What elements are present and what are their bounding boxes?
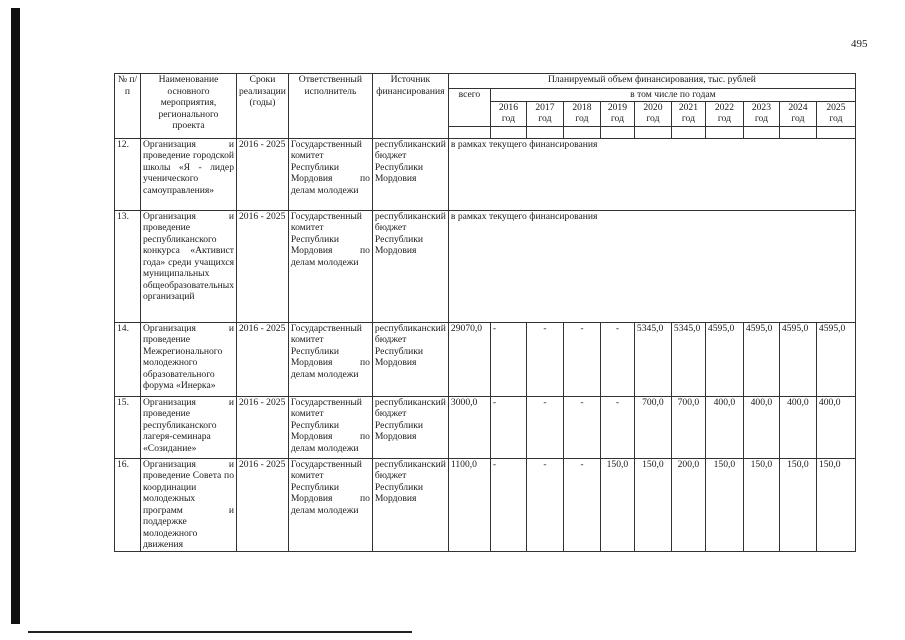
row-year-value: - [490,458,526,551]
row-terms: 2016 - 2025 [237,210,289,322]
financing-table [114,73,856,552]
header-year: 2018 год [563,101,600,126]
row-terms: 2016 - 2025 [237,396,289,458]
row-source: республиканский бюджет Республики Мордовия [372,210,448,322]
row-year-value: 200,0 [671,458,705,551]
header-year: 2017 год [526,101,563,126]
row-year-value: 4595,0 [743,322,779,396]
row-year-value: 400,0 [705,396,743,458]
row-executor: Государственный комитет Республики Мордовия по делам молодежи [288,210,372,322]
row-year-value: 400,0 [779,396,816,458]
row-source: республиканский бюджет Республики Мордовия [372,396,448,458]
row-source: республиканский бюджет Республики Мордовия [372,458,448,551]
row-year-value: - [600,322,634,396]
table-row [115,210,856,322]
header-year: 2025 год [816,101,855,126]
row-number: 12. [115,138,141,210]
header-source: Источник финансирования [372,74,448,139]
header-row-1 [115,74,856,89]
row-year-value: 150,0 [816,458,855,551]
row-number: 15. [115,396,141,458]
row-year-value: 5345,0 [671,322,705,396]
row-source: республиканский бюджет Республики Мордовия [372,322,448,396]
row-year-value: - [563,458,600,551]
row-year-value: 4595,0 [705,322,743,396]
row-year-value: 150,0 [743,458,779,551]
row-name: Организация и проведение республиканского лагеря-семинара «Созидание» [141,396,237,458]
row-funding-note: в рамках текущего финансирования [448,210,855,322]
row-year-value: 400,0 [743,396,779,458]
row-terms: 2016 - 2025 [237,138,289,210]
row-year-value: - [490,322,526,396]
row-executor: Государственный комитет Республики Мордовия по делам молодежи [288,322,372,396]
row-year-value: - [526,458,563,551]
row-name: Организация и проведение Совета по координации молодежных программ и поддержке молодежного движения [141,458,237,551]
row-terms: 2016 - 2025 [237,458,289,551]
row-number: 13. [115,210,141,322]
header-name: Наименование основного мероприятия, регионального проекта [141,74,237,139]
row-year-value: 150,0 [600,458,634,551]
row-number: 14. [115,322,141,396]
header-year: 2016 год [490,101,526,126]
header-year: 2024 год [779,101,816,126]
row-total: 29070,0 [448,322,490,396]
header-total: всего [448,89,490,127]
footnote-rule [28,631,412,633]
row-executor: Государственный комитет Республики Мордовия по делам молодежи [288,396,372,458]
header-year: 2022 год [705,101,743,126]
row-year-value: - [526,396,563,458]
header-num: № п/п [115,74,141,139]
page-number: 495 [851,38,868,50]
row-year-value: - [526,322,563,396]
row-year-value: - [490,396,526,458]
row-total: 1100,0 [448,458,490,551]
table-row [115,458,856,551]
table-row [115,322,856,396]
row-year-value: - [563,396,600,458]
header-year: 2021 год [671,101,705,126]
scan-edge-bar [11,8,20,624]
row-year-value: - [600,396,634,458]
row-executor: Государственный комитет Республики Мордовия по делам молодежи [288,138,372,210]
header-year: 2020 год [634,101,671,126]
row-year-value: 4595,0 [779,322,816,396]
row-name: Организация и проведение Межрегионального молодежного образовательного форума «Инерка» [141,322,237,396]
row-year-value: 700,0 [671,396,705,458]
header-funding: Планируемый объем финансирования, тыс. рублей [448,74,855,89]
row-year-value: 4595,0 [816,322,855,396]
header-by-years: в том числе по годам [490,89,855,102]
header-terms: Сроки реализации (годы) [237,74,289,139]
header-year: 2019 год [600,101,634,126]
row-year-value: 150,0 [779,458,816,551]
table-row [115,396,856,458]
row-year-value: - [563,322,600,396]
row-name: Организация и проведение городской школы «Я - лидер ученического самоуправления» [141,138,237,210]
header-executor: Ответственный исполнитель [288,74,372,139]
row-number: 16. [115,458,141,551]
row-terms: 2016 - 2025 [237,322,289,396]
header-year: 2023 год [743,101,779,126]
row-source: республиканский бюджет Республики Мордовия [372,138,448,210]
row-funding-note: в рамках текущего финансирования [448,138,855,210]
row-year-value: 5345,0 [634,322,671,396]
row-executor: Государственный комитет Республики Мордовия по делам молодежи [288,458,372,551]
row-year-value: 150,0 [705,458,743,551]
row-year-value: 400,0 [816,396,855,458]
row-total: 3000,0 [448,396,490,458]
table-row [115,138,856,210]
row-year-value: 700,0 [634,396,671,458]
row-name: Организация и проведение республиканского конкурса «Активист года» среди учащихся муниципальных общеобразовательных организаций [141,210,237,322]
row-year-value: 150,0 [634,458,671,551]
